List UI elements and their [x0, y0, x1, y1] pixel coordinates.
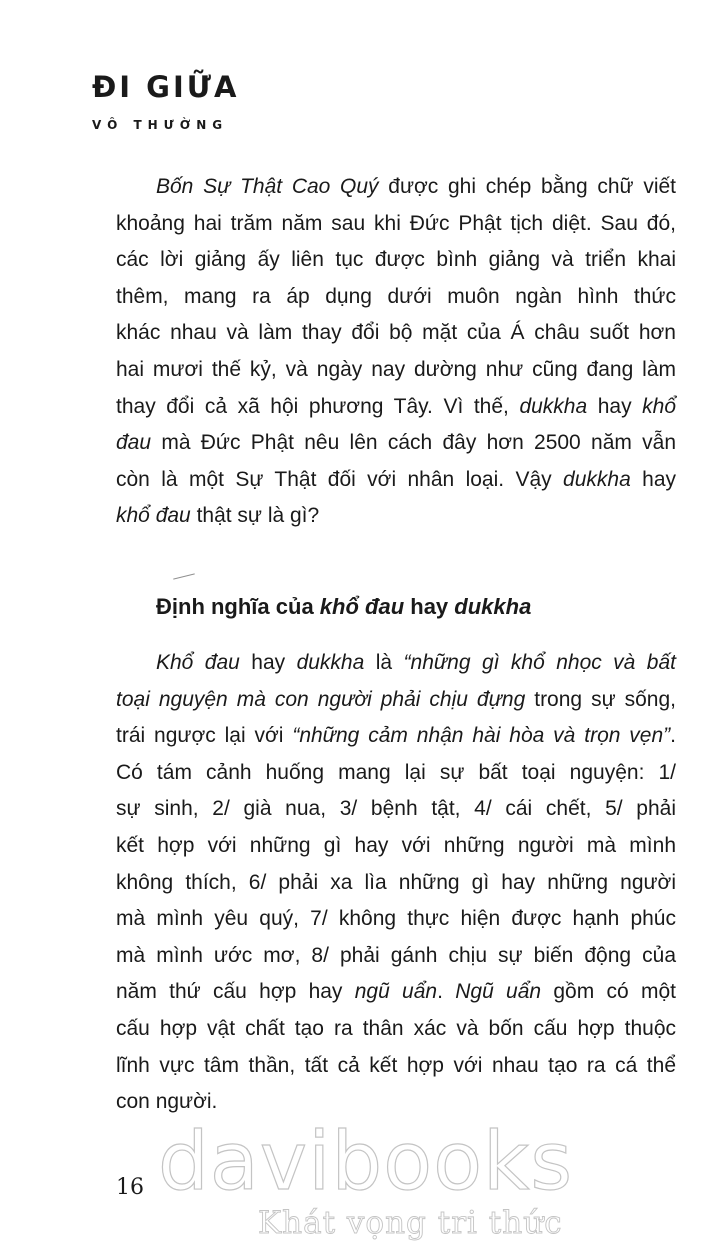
italic-run: Ngũ uẩn	[455, 980, 542, 1004]
italic-run: toại nguyện mà con người phải chịu đựng	[116, 687, 526, 711]
text-run: Có tám cảnh huống mang lại sự bất toại nguyện: 1/	[116, 760, 676, 784]
text-line	[116, 1011, 676, 1048]
italic-run: Khổ đau	[156, 651, 240, 674]
text-line	[116, 682, 676, 719]
text-run: trong sự sống,	[525, 687, 676, 711]
text-run: khoảng hai trăm năm sau khi Đức Phật tịch diệt. Sau đó,	[116, 211, 676, 235]
text-run: không thích, 6/ phải xa lìa những gì hay những người	[116, 870, 676, 894]
text-run: sự sinh, 2/ già nua, 3/ bệnh tật, 4/ cái chết, 5/ phải	[116, 797, 676, 821]
text-run: kết hợp với những gì hay với những người mà mình	[116, 833, 676, 857]
text-run: các lời giảng ấy liên tục được bình giảng và triển khai	[116, 248, 676, 272]
text-run: con người.	[116, 1090, 218, 1114]
text-run: Định nghĩa của	[156, 594, 320, 619]
ink-stroke-mark	[173, 573, 195, 579]
italic-run: dukkha	[519, 394, 588, 418]
text-run: năm thứ cấu hợp hay	[116, 980, 355, 1004]
paragraph-definition	[116, 645, 676, 1121]
page-number: 16	[116, 1175, 144, 1200]
italic-run: đau	[116, 431, 152, 455]
text-run: mà Đức Phật nêu lên cách đây hơn 2500 năm vẫn	[151, 431, 676, 455]
text-line	[116, 901, 676, 938]
watermark-logo: davibooks	[158, 1115, 574, 1208]
text-run: mà mình yêu quý, 7/ không thực hiện được hạnh phúc	[116, 907, 676, 931]
text-line	[116, 242, 676, 279]
text-line	[116, 974, 676, 1011]
italic-run: khổ	[642, 394, 676, 418]
text-line	[116, 425, 676, 462]
text-run: còn là một Sự Thật đối với nhân loại. Vậy	[116, 467, 564, 491]
text-line	[116, 389, 676, 426]
text-run: thêm, mang ra áp dụng dưới muôn ngàn hình thức	[116, 284, 676, 308]
italic-run: “những cảm nhận hài hòa và trọn vẹn”	[292, 724, 671, 748]
italic-run: khổ đau	[116, 504, 191, 528]
text-run: trái ngược lại với	[116, 724, 293, 748]
text-line	[116, 865, 676, 902]
book-title: ĐI GIỮA	[92, 70, 240, 104]
text-line	[116, 645, 676, 682]
text-run: .	[670, 724, 676, 748]
watermark-tagline: Khát vọng tri thức	[258, 1205, 563, 1241]
text-run: mà mình ước mơ, 8/ phải gánh chịu sự biến động của	[116, 943, 676, 967]
text-run: hay	[239, 651, 297, 674]
text-line	[116, 315, 676, 352]
text-run: thay đổi cả xã hội phương Tây. Vì thế,	[116, 394, 520, 418]
text-line	[116, 206, 676, 243]
text-line	[116, 462, 676, 499]
text-run: gồm có một	[541, 980, 676, 1004]
text-run: .	[437, 980, 456, 1004]
italic-run: dukkha	[563, 467, 631, 491]
text-run: hay	[587, 394, 643, 418]
text-line	[116, 938, 676, 975]
text-line	[116, 718, 676, 755]
text-line	[116, 755, 676, 792]
book-subtitle: VÔ THƯỜNG	[92, 118, 229, 132]
italic-run: Bốn Sự Thật Cao Quý	[156, 175, 379, 198]
text-run: được ghi chép bằng chữ viết	[378, 175, 676, 198]
italic-run: “những gì khổ nhọc và bất	[403, 651, 676, 674]
text-line	[116, 352, 676, 389]
text-run: hay	[404, 594, 455, 619]
text-line	[116, 498, 676, 535]
italic-run: dukkha	[454, 594, 532, 619]
italic-run: ngũ uẩn	[354, 980, 438, 1004]
text-line	[116, 791, 676, 828]
text-line	[116, 1048, 676, 1085]
text-run: hay	[630, 467, 676, 491]
text-line	[116, 279, 676, 316]
text-run: thật sự là gì?	[190, 504, 320, 528]
italic-run: khổ đau	[319, 594, 405, 619]
italic-run: dukkha	[296, 651, 365, 674]
paragraph-four-noble-truths	[116, 169, 676, 535]
text-run: hai mươi thế kỷ, và ngày nay dường như cũng đang làm	[116, 357, 676, 381]
text-line	[116, 169, 676, 206]
text-run: khác nhau và làm thay đổi bộ mặt của Á châu suốt hơn	[116, 321, 676, 345]
text-run: lĩnh vực tâm thần, tất cả kết hợp với nhau tạo ra cá thể	[116, 1053, 676, 1077]
text-run: là	[364, 651, 404, 674]
text-line	[116, 828, 676, 865]
text-run: cấu hợp vật chất tạo ra thân xác và bốn cấu hợp thuộc	[116, 1016, 676, 1040]
section-heading	[156, 594, 531, 620]
